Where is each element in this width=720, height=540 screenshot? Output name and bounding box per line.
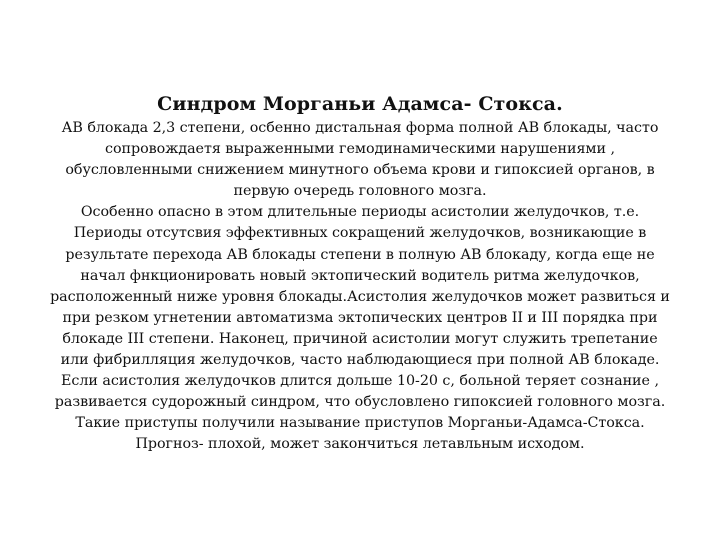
body-line: расположенный ниже уровня блокады.Асистолия желудочков может развиться и — [50, 288, 670, 305]
body-line: первую очередь головного мозга. — [233, 183, 487, 200]
body-line: обусловленными снижением минутного объема крови и гипоксией органов, в — [65, 162, 655, 179]
body-line: при резком угнетении автоматизма эктопических центров II и III порядка при — [62, 309, 658, 326]
body-line: Особенно опасно в этом длительные периоды асистолии желудочков, т.е. — [80, 204, 640, 221]
body-line: начал фнкционировать новый эктопический водитель ритма желудочков, — [80, 267, 640, 284]
body-line: Периоды отсутсвия эффективных сокращений желудочков, возникающие в — [73, 225, 647, 242]
body-line: блокаде III степени. Наконец, причиной асистолии могут служить трепетание — [62, 330, 658, 347]
body-line: Если асистолия желудочков длится дольше 10-20 с, больной теряет сознание , — [61, 373, 659, 390]
body-line: сопровождаетя выраженными гемодинамическими нарушениями , — [105, 141, 615, 158]
body-line: Прогноз- плохой, может закончиться летавльным исходом. — [135, 436, 585, 453]
body-line: АВ блокада 2,3 степени, осбенно дистальная форма полной АВ блокады, часто — [61, 120, 659, 136]
slide-title: Синдром Морганьи Адамса- Стокса. — [157, 93, 563, 115]
body-line: результате перехода АВ блокады степени в полную АВ блокаду, когда еще не — [65, 246, 655, 263]
body-line: развивается судорожный синдром, что обусловлено гипоксией головного мозга. — [54, 394, 666, 411]
slide-body-text — [30, 118, 690, 456]
body-line: Такие приступы получили называние приступов Морганьи-Адамса-Стокса. — [75, 415, 645, 432]
body-line: или фибрилляция желудочков, часто наблюдающиеся при полной АВ блокаде. — [60, 352, 660, 369]
